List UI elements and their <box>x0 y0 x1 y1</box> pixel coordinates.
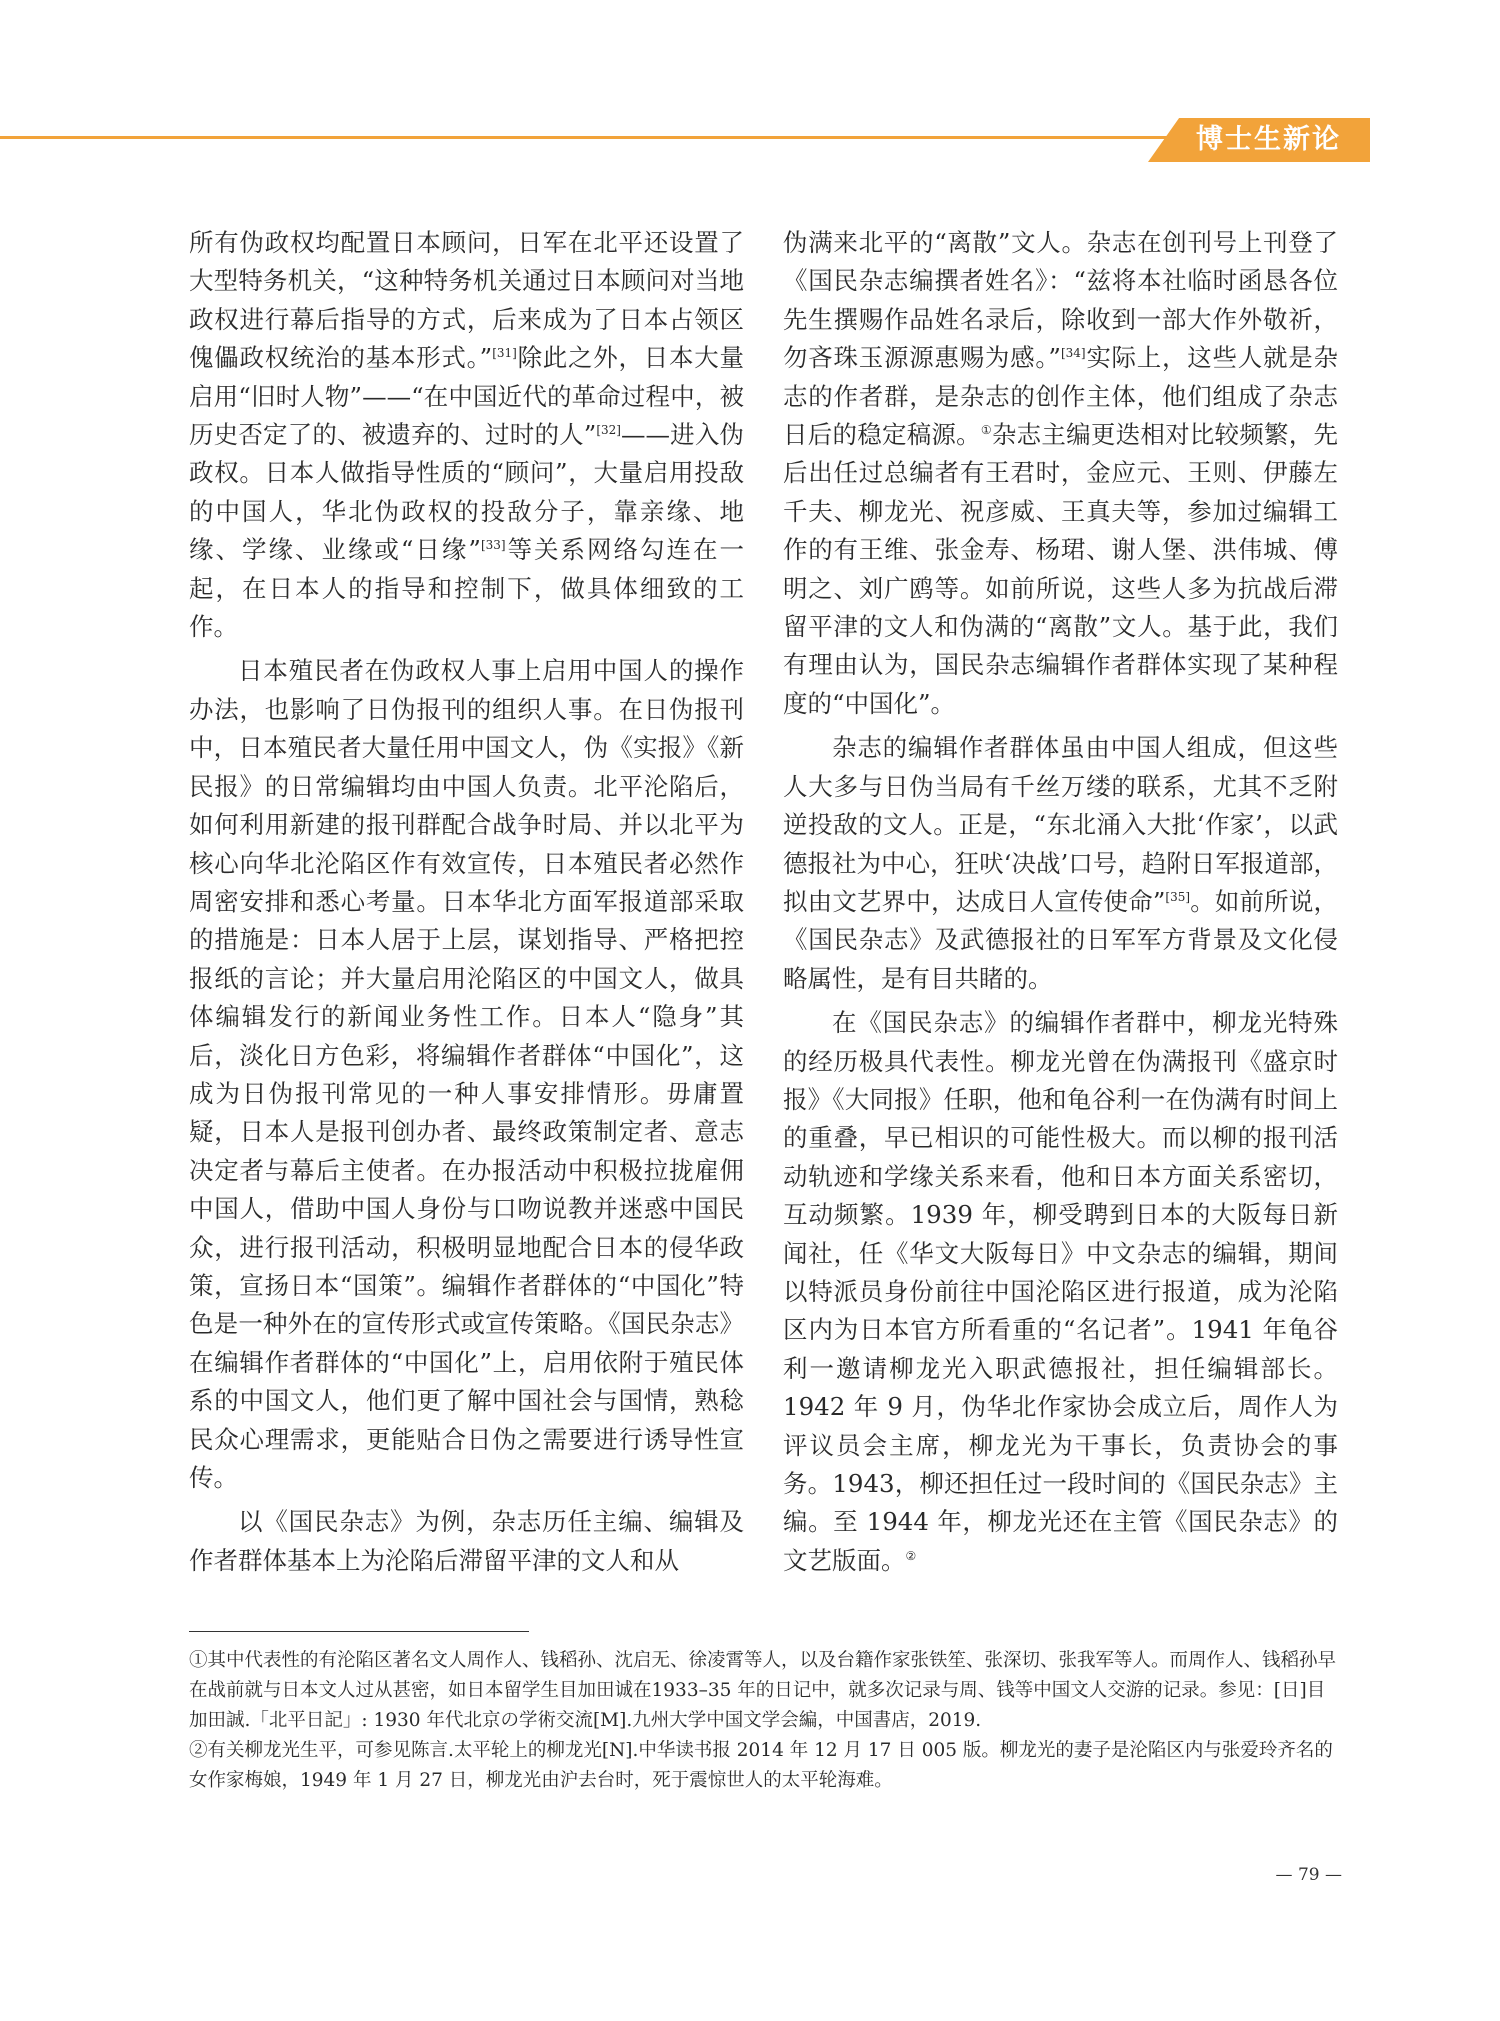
page-number: — 79 — <box>1275 1865 1342 1885</box>
text-run: 杂志主编更迭相对比较频繁，先后出任过总编者有王君时，金应元、王则、伊藤左千夫、柳龙光、祝彦威、王真夫等，参加过编辑工作的有王维、张金寿、杨珺、谢人堡、洪伟城、傅明之、刘广鸥等。如前所说，这些人多为抗战后滞留平津的文人和伪满的“离散”文人。基于此，我们有理由认为，国民杂志编辑作者群体实现了某种程度的“中国化”。 <box>783 420 1338 718</box>
paragraph <box>783 224 1338 723</box>
citation-ref: [31] <box>492 346 517 361</box>
paragraph: 以《国民杂志》为例，杂志历任主编、编辑及作者群体基本上为沦陷后滞留平津的文人和从 <box>189 1507 744 1575</box>
left-column <box>189 224 744 1580</box>
text-run: 等关系网络勾连在一起，在日本人的指导和控制下，做具体细致的工作。 <box>189 535 744 642</box>
text-run: 所有伪政权均配置日本顾问，日军在北平还设置了大型特务机关，“这种特务机关通过日本顾问对当地政权进行幕后指导的方式，后来成为了日本占领区傀儡政权统治的基本形式。” <box>189 228 744 373</box>
footnote-marker: ② <box>905 1548 917 1563</box>
header-rule <box>0 136 1370 139</box>
citation-ref: [35] <box>1165 889 1191 904</box>
text-run: 。如前所说，《国民杂志》及武德报社的日军军方背景及文化侵略属性，是有目共睹的。 <box>783 886 1338 993</box>
citation-ref: [34] <box>1060 346 1086 361</box>
paragraph <box>189 224 744 646</box>
footnotes <box>189 1646 1339 1796</box>
text-run: ——进入伪政权。日本人做指导性质的“顾问”，大量启用投敌的中国人，华北伪政权的投敌分子，靠亲缘、地缘、学缘、业缘或“日缘” <box>189 420 744 565</box>
paragraph: 日本殖民者在伪政权人事上启用中国人的操作办法，也影响了日伪报刊的组织人事。在日伪报刊中，日本殖民者大量任用中国文人，伪《实报》《新民报》的日常编辑均由中国人负责。北平沦陷后，如何利用新建的报刊群配合战争时局、并以北平为核心向华北沦陷区作有效宣传，日本殖民者必然作周密安排和悉心考量。日本华北方面军报道部采取的措施是：日本人居于上层，谋划指导、严格把控报纸的言论；并大量启用沦陷区的中国文人，做具体编辑发行的新闻业务性工作。日本人“隐身”其后，淡化日方色彩，将编辑作者群体“中国化”，这成为日伪报刊常见的一种人事安排情形。毋庸置疑，日本人是报刊创办者、最终政策制定者、意志决定者与幕后主使者。在办报活动中积极拉拢雇佣中国人，借助中国人身份与口吻说教并迷惑中国民众，进行报刊活动，积极明显地配合日本的侵华政策，宣扬日本“国策”。编辑作者群体的“中国化”特色是一种外在的宣传形式或宣传策略。《国民杂志》在编辑作者群体的“中国化”上，启用依附于殖民体系的中国文人，他们更了解中国社会与国情，熟稔民众心理需求，更能贴合日伪之需要进行诱导性宣传。 <box>189 656 744 1492</box>
text-run: 杂志的编辑作者群体虽由中国人组成，但这些人大多与日伪当局有千丝万缕的联系，尤其不乏附逆投敌的文人。正是，“东北涌入大批‘作家’，以武德报社为中心，狂吠‘决战’口号，趋附日军报道部，拟由文艺界中，达成日人宣传使命” <box>783 733 1338 916</box>
text-run: 伪满来北平的“离散”文人。杂志在创刊号上刊登了《国民杂志编撰者姓名》：“兹将本社临时函恳各位先生撰赐作品姓名录后，除收到一部大作外敬祈，勿吝珠玉源源惠赐为感。” <box>783 228 1338 373</box>
text-run: 在《国民杂志》的编辑作者群中，柳龙光特殊的经历极具代表性。柳龙光曾在伪满报刊《盛京时报》《大同报》任职，他和龟谷利一在伪满有时间上的重叠，早已相识的可能性极大。而以柳的报刊活动轨迹和学缘关系来看，他和日本方面关系密切，互动频繁。1939 年，柳受聘到日本的大阪每日新闻社，任《华文大阪每日》中文杂志的编辑，期间以特派员身份前往中国沦陷区进行报道，成为沦陷区内为日本官方所看重的“名记者”。1941 年龟谷利一邀请柳龙光入职武德报社，担任编辑部长。1942 年 9 月，伪华北作家协会成立后，周作人为评议员会主席，柳龙光为干事长，负责协会的事务。1943，柳还担任过一段时间的《国民杂志》主编。至 1944 年，柳龙光还在主管《国民杂志》的文艺版面。 <box>783 1008 1338 1575</box>
citation-ref: [33] <box>480 538 506 553</box>
citation-ref: [32] <box>596 423 621 438</box>
paragraph <box>783 729 1338 998</box>
text-run: 除此之外，日本大量启用“旧时人物”——“在中国近代的革命过程中，被历史否定了的、被遗弃的、过时的人” <box>189 343 745 450</box>
section-title: 博士生新论 <box>1196 124 1341 155</box>
paragraph <box>783 1004 1338 1580</box>
footnote-2: ②有关柳龙光生平，可参见陈言.太平轮上的柳龙光[N].中华读书报 2014 年 12 月 17 日 005 版。柳龙光的妻子是沦陷区内与张爱玲齐名的女作家梅娘，1949 年 1 月 27 日，柳龙光由沪去台时，死于震惊世人的太平轮海难。 <box>189 1740 1333 1791</box>
footnote-1: ①其中代表性的有沦陷区著名文人周作人、钱稻孙、沈启无、徐凌霄等人，以及台籍作家张铁笙、张深切、张我军等人。而周作人、钱稻孙早在战前就与日本文人过从甚密，如日本留学生目加田诚在1933–35 年的日记中，就多次记录与周、钱等中国文人交游的记录。参见：[日]目加田誠.「北平日記」: 1930 年代北京の学術交流[M].九州大学中国文学会編，中国書店，2019. <box>189 1650 1337 1731</box>
footnote-divider <box>189 1631 529 1632</box>
text-run: 实际上，这些人就是杂志的作者群，是杂志的创作主体，他们组成了杂志日后的稳定稿源。 <box>783 343 1338 450</box>
right-column <box>783 224 1338 1580</box>
footnote-marker: ① <box>980 423 992 438</box>
